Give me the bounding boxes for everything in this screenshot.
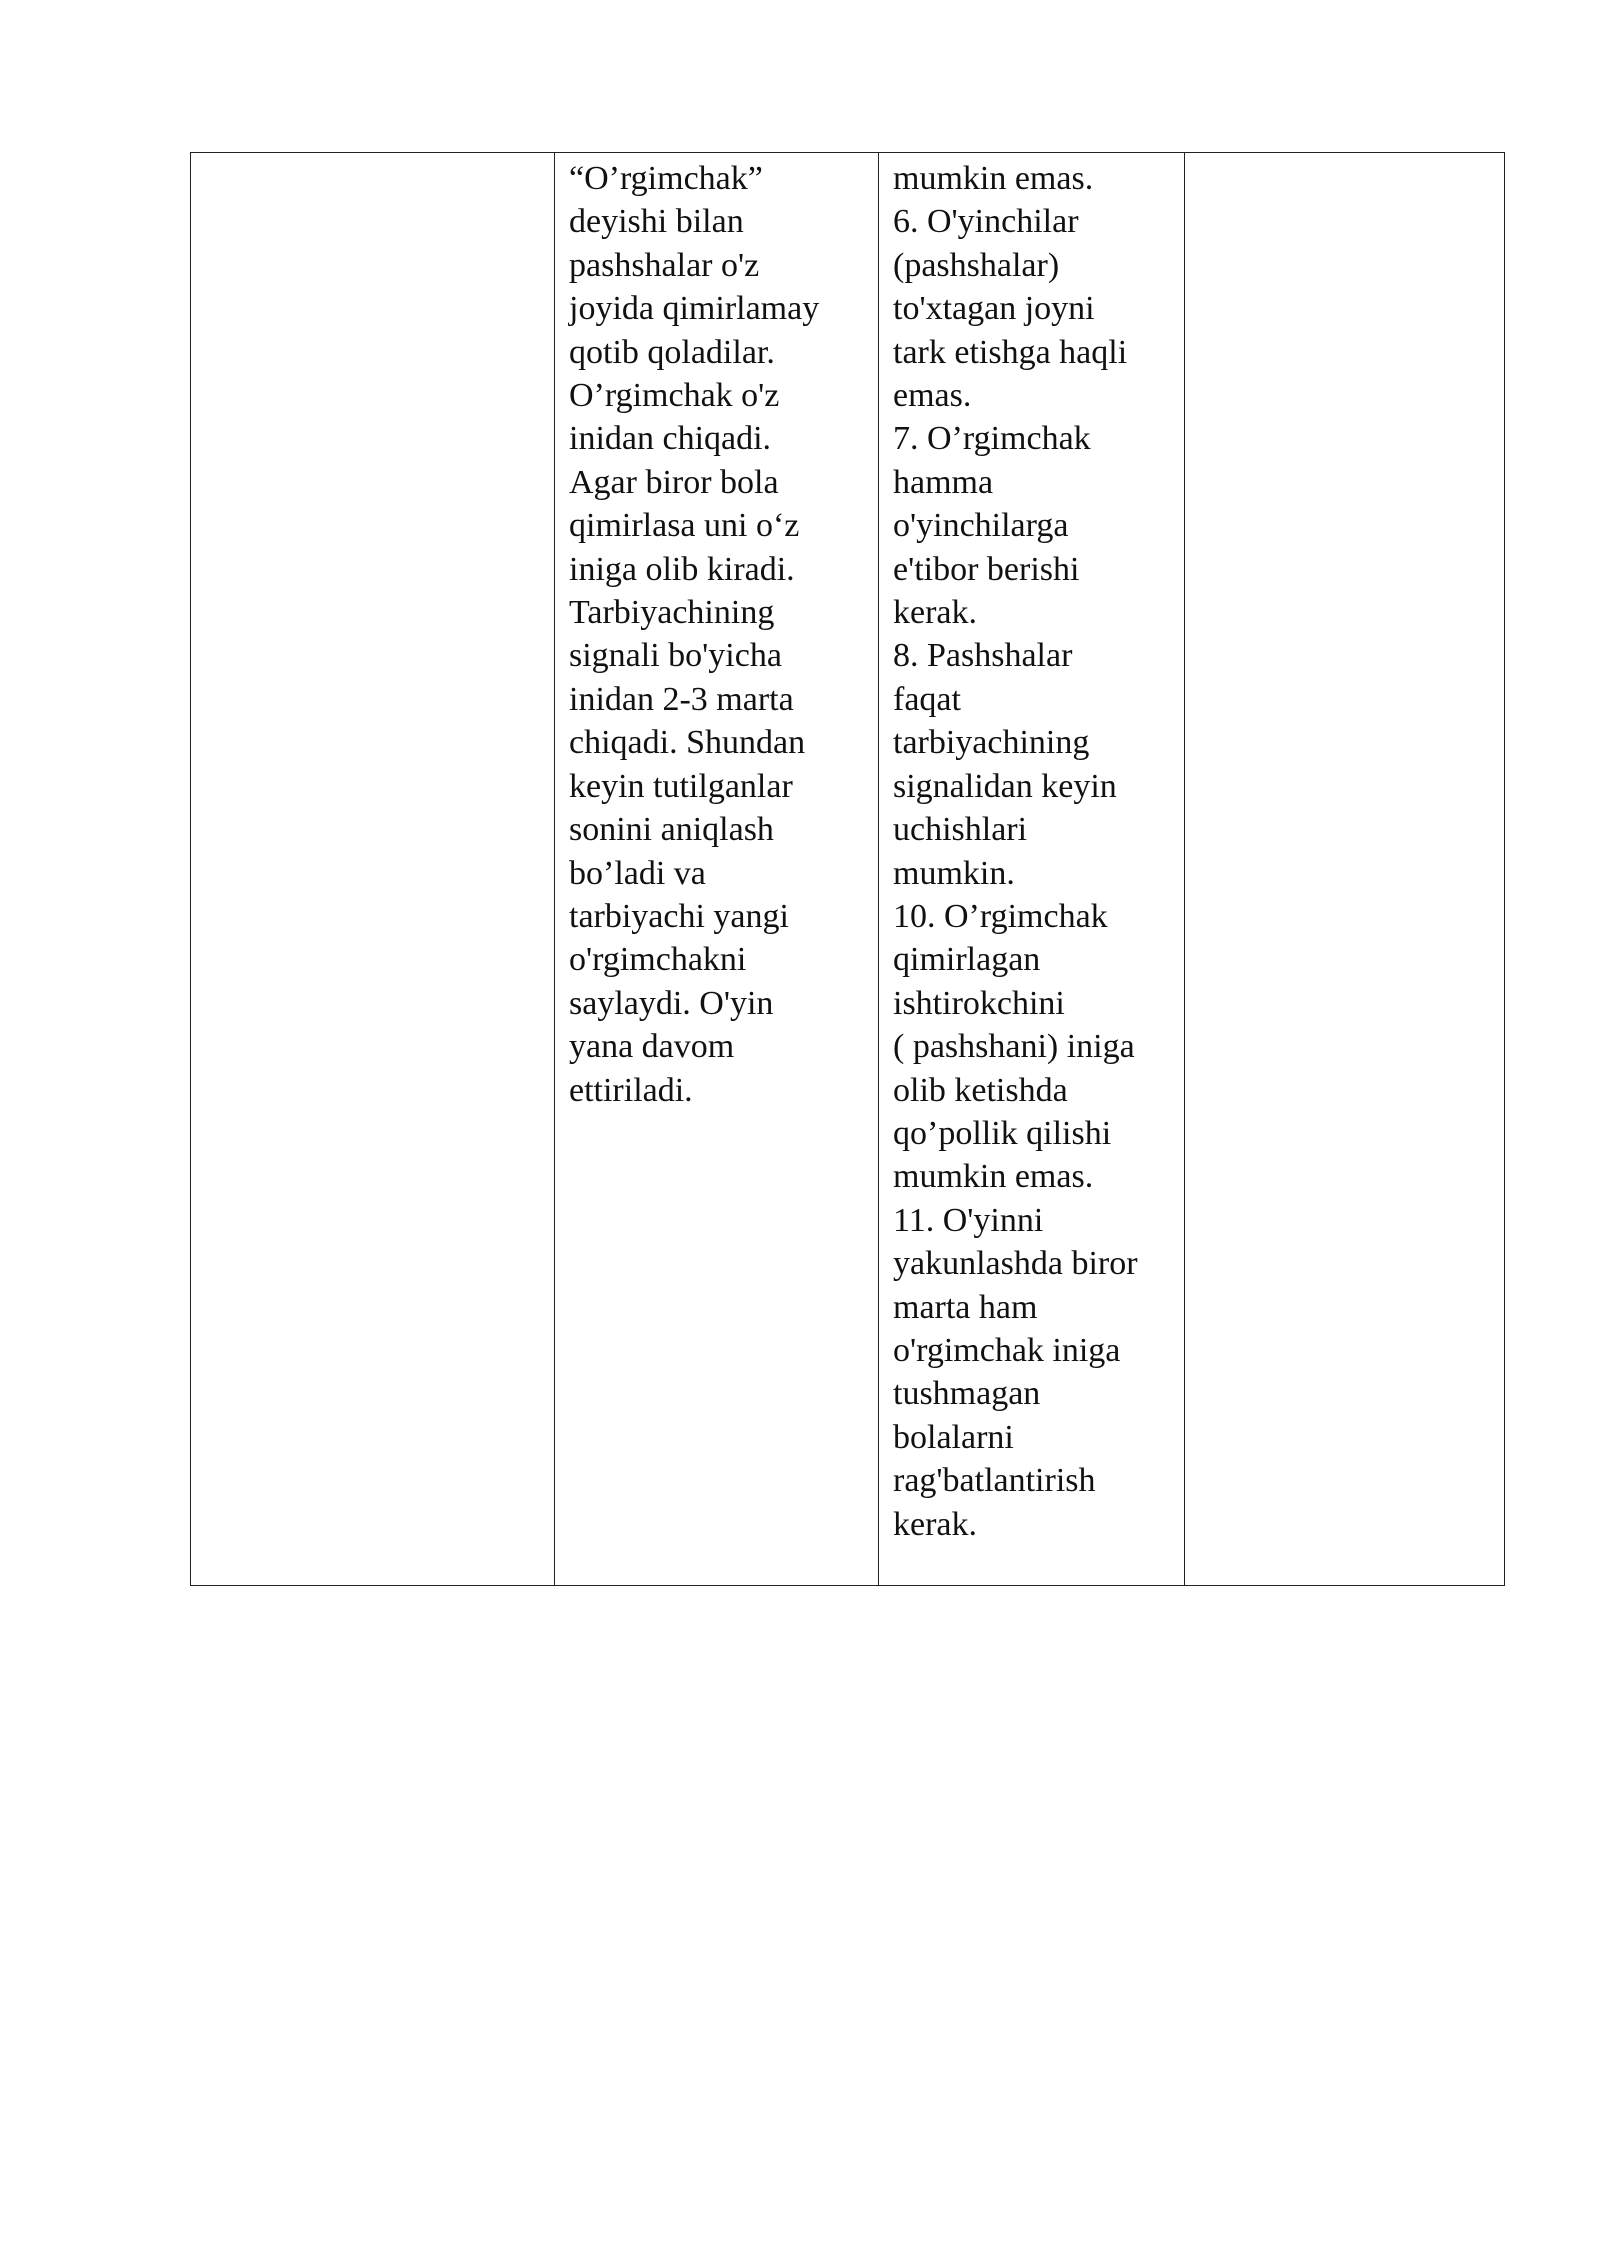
text-line: pashshalar o'z (569, 246, 760, 284)
text-line: saylaydi. O'yin (569, 984, 774, 1022)
text-line: tark etishga haqli (893, 333, 1128, 371)
text-line: qo’pollik qilishi (893, 1114, 1112, 1152)
text-line: chiqadi. Shundan (569, 724, 806, 762)
text-line: olib ketishda (893, 1071, 1068, 1109)
text-line: marta ham (893, 1288, 1038, 1326)
text-line: inidan chiqadi. (569, 420, 772, 458)
game-description-text (555, 153, 878, 1112)
text-line: kerak. (893, 594, 978, 632)
text-line: hamma (893, 463, 994, 501)
text-line: Agar biror bola (569, 463, 779, 501)
text-line: qimirlagan (893, 941, 1041, 979)
table-cell-game-rules (879, 153, 1185, 1586)
text-line: e'tibor berishi (893, 550, 1080, 588)
text-line: qimirlasa uni o‘z (569, 507, 800, 545)
text-line: joyida qimirlamay (569, 290, 820, 328)
game-rules-table (190, 152, 1505, 1586)
text-line: o'rgimchakni (569, 941, 747, 979)
text-line: ettiriladi. (569, 1071, 693, 1109)
text-line: inidan 2-3 marta (569, 680, 794, 718)
text-line: signali bo'yicha (569, 637, 782, 675)
text-line: faqat (893, 680, 961, 718)
text-line: emas. (893, 377, 972, 415)
table-cell-game-description (555, 153, 879, 1586)
game-rules-text (879, 153, 1184, 1546)
cell-col4-text (1185, 153, 1504, 157)
text-line: mumkin emas. (893, 160, 1094, 197)
text-line: to'xtagan joyni (893, 290, 1095, 328)
table-cell-col1 (191, 153, 555, 1586)
table-row (191, 153, 1505, 1586)
text-line: sonini aniqlash (569, 811, 774, 849)
text-line: iniga olib kiradi. (569, 550, 795, 588)
text-line: 7. O’rgimchak (893, 420, 1091, 458)
text-line: “O’rgimchak” (569, 160, 763, 197)
text-line: tarbiyachining (893, 724, 1090, 762)
text-line: (pashshalar) (893, 246, 1060, 284)
text-line: tarbiyachi yangi (569, 897, 789, 935)
cell-col1-text (191, 153, 554, 157)
text-line: ishtirokchini (893, 984, 1065, 1022)
text-line: uchishlari (893, 811, 1028, 849)
text-line: 8. Pashshalar (893, 637, 1073, 675)
text-line: signalidan keyin (893, 767, 1117, 805)
text-line: deyishi bilan (569, 203, 744, 241)
text-line: qotib qoladilar. (569, 333, 775, 371)
text-line: Tarbiyachining (569, 594, 775, 632)
text-line: mumkin. (893, 854, 1015, 892)
text-line: yakunlashda biror (893, 1245, 1138, 1283)
text-line: yana davom (569, 1028, 735, 1066)
text-line: 6. O'yinchilar (893, 203, 1079, 241)
text-line: 10. O’rgimchak (893, 897, 1108, 935)
text-line: mumkin emas. (893, 1158, 1094, 1196)
text-line: rag'batlantirish (893, 1462, 1096, 1500)
text-line: bo’ladi va (569, 854, 706, 892)
text-line: O’rgimchak o'z (569, 377, 780, 415)
text-line: keyin tutilganlar (569, 767, 793, 805)
text-line: kerak. (893, 1505, 978, 1543)
text-line: ( pashshani) iniga (893, 1028, 1135, 1066)
text-line: tushmagan (893, 1375, 1041, 1413)
table-cell-col4 (1185, 153, 1505, 1586)
text-line: o'rgimchak iniga (893, 1331, 1121, 1369)
text-line: o'yinchilarga (893, 507, 1069, 545)
text-line: 11. O'yinni (893, 1201, 1044, 1239)
text-line: bolalarni (893, 1418, 1014, 1456)
